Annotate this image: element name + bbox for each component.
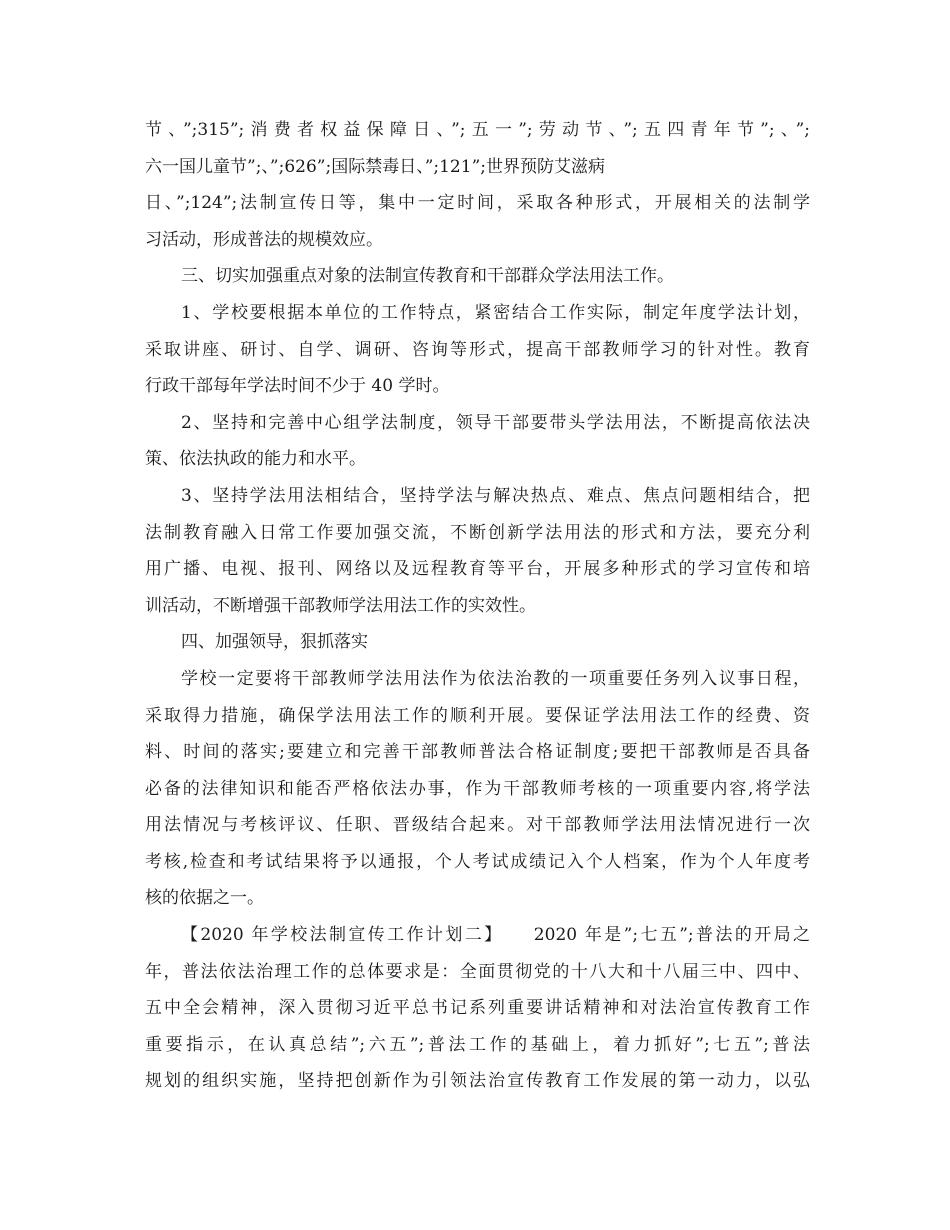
text-line: 六一国儿童节”;、”;626”;国际禁毒日、”;121”;世界预防艾滋病 — [145, 156, 605, 177]
section-heading: 四、加强领导，狠抓落实 — [181, 632, 368, 653]
text-line: 用法情况与考核评议、任职、晋级结合起来。对干部教师学法用法情况进行一次 — [145, 815, 810, 836]
text-line: 考核,检查和考试结果将予以通报，个人考试成绩记入个人档案，作为个人年度考 — [145, 851, 810, 872]
text-line: 法制教育融入日常工作要加强交流，不断创新学法用法的形式和方法，要充分利 — [145, 522, 810, 543]
section-heading: 三、切实加强重点对象的法制宣传教育和干部群众学法用法工作。 — [181, 266, 674, 287]
text-line: 2、坚持和完善中心组学法制度，领导干部要带头学法用法，不断提高依法决 — [181, 412, 810, 433]
text-line: 料、时间的落实;要建立和完善干部教师普法合格证制度;要把干部教师是否具备 — [145, 742, 810, 763]
text-line: 习活动，形成普法的规模效应。 — [145, 229, 383, 250]
text-line: 规划的组织实施，坚持把创新作为引领法治宣传教育工作发展的第一动力，以弘 — [145, 1071, 810, 1092]
text-line: 学校一定要将干部教师学法用法作为依法治教的一项重要任务列入议事日程， — [181, 668, 810, 689]
text-line: 行政干部每年学法时间不少于 40 学时。 — [145, 376, 450, 397]
text-line: 策、依法执政的能力和水平。 — [145, 449, 366, 470]
text-line: 重要指示，在认真总结”;六五”;普法工作的基础上，着力抓好”;七五”;普法 — [145, 1034, 810, 1055]
text-line: 训活动，不断增强干部教师学法用法工作的实效性。 — [145, 595, 536, 616]
text-line: 【2020 年学校法制宣传工作计划二】 2020 年是”;七五”;普法的开局之 — [181, 925, 810, 946]
text-line: 日、”;124”;法制宣传日等，集中一定时间，采取各种形式，开展相关的法制学 — [145, 193, 810, 214]
text-line: 年，普法依法治理工作的总体要求是：全面贯彻党的十八大和十八届三中、四中、 — [145, 961, 810, 982]
text-line: 采取得力措施，确保学法用法工作的顺利开展。要保证学法用法工作的经费、资 — [145, 705, 810, 726]
text-line: 核的依据之一。 — [145, 888, 264, 909]
text-line: 采取讲座、研讨、自学、调研、咨询等形式，提高干部教师学习的针对性。教育 — [145, 339, 810, 360]
document-body — [145, 112, 810, 1100]
text-line: 五中全会精神，深入贯彻习近平总书记系列重要讲话精神和对法治宣传教育工作 — [145, 998, 810, 1019]
text-line: 1、学校要根据本单位的工作特点，紧密结合工作实际，制定年度学法计划， — [181, 302, 810, 323]
text-line: 3、坚持学法用法相结合，坚持学法与解决热点、难点、焦点问题相结合，把 — [181, 485, 810, 506]
text-line: 节、”;315”;消费者权益保障日、”;五一”;劳动节、”;五四青年节”;、”; — [145, 120, 810, 140]
text-line: 必备的法律知识和能否严格依法办事，作为干部教师考核的一项重要内容,将学法 — [145, 778, 810, 799]
text-line: 用广播、电视、报刊、网络以及远程教育等平台，开展多种形式的学习宣传和培 — [145, 559, 810, 580]
